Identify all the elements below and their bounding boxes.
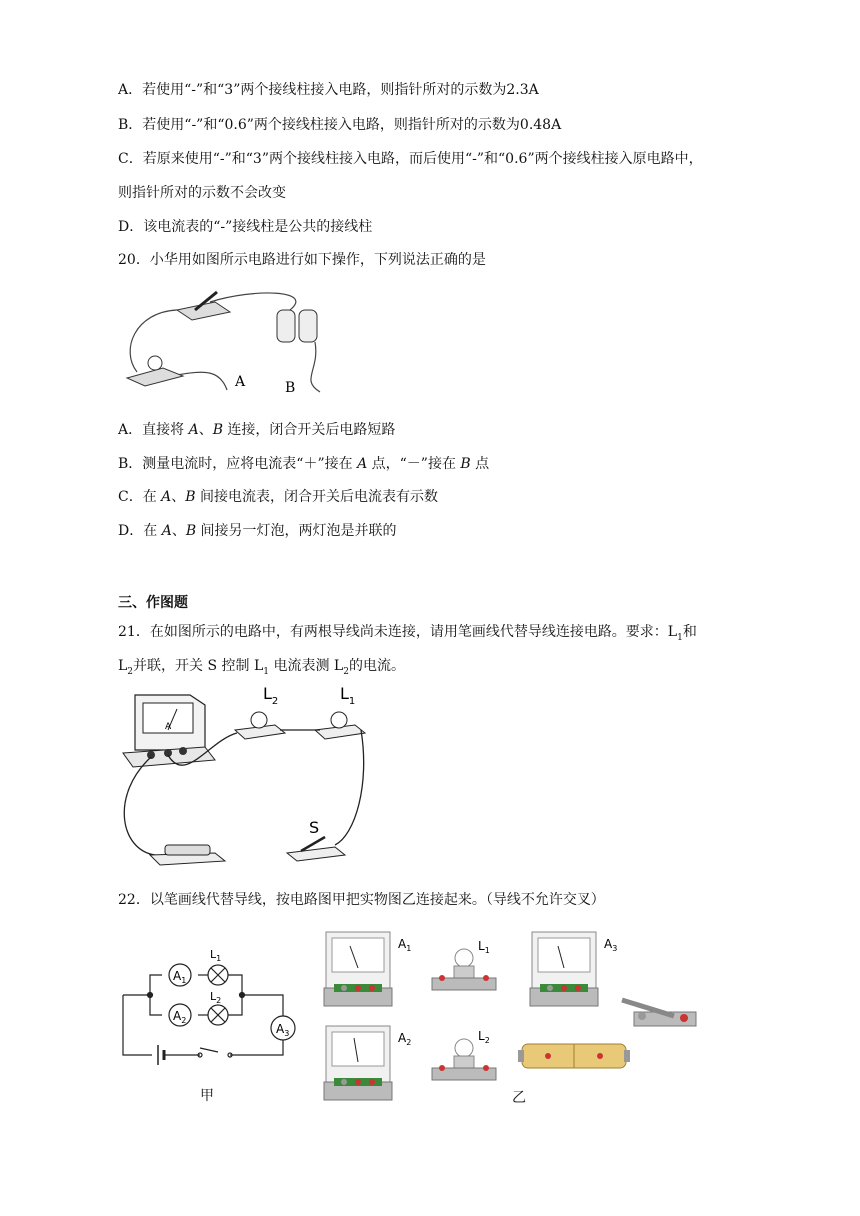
- caption-yi: 乙: [512, 1090, 526, 1106]
- q20-option-c: C．在 A、B 间接电流表，闭合开关后电流表有示数: [118, 489, 439, 505]
- q20-option-d: D．在 A、B 间接另一灯泡，两灯泡是并联的: [118, 523, 397, 539]
- obj-a1-label: $A_1$: [398, 937, 412, 953]
- q20-stem: 20．小华用如图所示电路进行如下操作，下列说法正确的是: [118, 252, 486, 268]
- q20-option-b: B．测量电流时，应将电流表“＋”接在 A 点，“－”接在 B 点: [118, 456, 490, 472]
- obj-l1-label: $L_1$: [478, 939, 490, 955]
- q21-label-l2: $L_2$: [263, 684, 279, 707]
- caption-jia: 甲: [200, 1088, 214, 1104]
- q22-stem: 22．以笔画线代替导线，按电路图甲把实物图乙连接起来。（导线不允许交叉）: [118, 892, 605, 908]
- q19-option-d: D．该电流表的“-”接线柱是公共的接线柱: [118, 219, 373, 235]
- q21-circuit-figure: [115, 685, 415, 875]
- q21-stem-line2: $L_2$并联，开关 S 控制 $L_1$ 电流表测 $L_2$的电流。: [118, 658, 405, 677]
- q20-label-a: A: [235, 374, 246, 390]
- sch-a2-label: $A_2$: [173, 1009, 187, 1025]
- obj-a2-label: $A_2$: [398, 1031, 412, 1047]
- q19-option-c-line2: 则指针所对的示数不会改变: [118, 185, 286, 201]
- q20-option-a: A．直接将 A、B 连接，闭合开关后电路短路: [118, 422, 396, 438]
- q20-circuit-figure: [115, 280, 345, 400]
- sch-a1-label: $A_1$: [173, 969, 187, 985]
- q19-option-c-line1: C．若原来使用“-”和“3”两个接线柱接入电路，而后使用“-”和“0.6”两个接线柱接入原电路中，: [118, 151, 703, 167]
- q20-label-b: B: [285, 380, 296, 396]
- sch-l2-label: $L_2$: [210, 990, 222, 1005]
- q19-option-b: B．若使用“-”和“0.6”两个接线柱接入电路，则指针所对的示数为0.48A: [118, 117, 562, 133]
- obj-a3-label: $A_3$: [604, 937, 618, 953]
- sch-a3-label: $A_3$: [276, 1022, 290, 1038]
- section-title: 三、作图题: [118, 595, 188, 611]
- q19-option-a: A．若使用“-”和“3”两个接线柱接入电路，则指针所对的示数为2.3A: [118, 82, 539, 98]
- obj-l2-label: $L_2$: [478, 1029, 490, 1045]
- q22-objects-yi: [322, 926, 722, 1106]
- q21-stem-line1: 21．在如图所示的电路中，有两根导线尚未连接，请用笔画线代替导线连接电路。要求：$L_1$和: [118, 624, 697, 643]
- sch-l1-label: $L_1$: [210, 948, 222, 963]
- q21-label-l1: $L_1$: [340, 684, 356, 707]
- q21-meter-label: A: [165, 722, 172, 732]
- q22-schematic-jia: [120, 940, 300, 1100]
- q21-label-s: S: [309, 818, 320, 837]
